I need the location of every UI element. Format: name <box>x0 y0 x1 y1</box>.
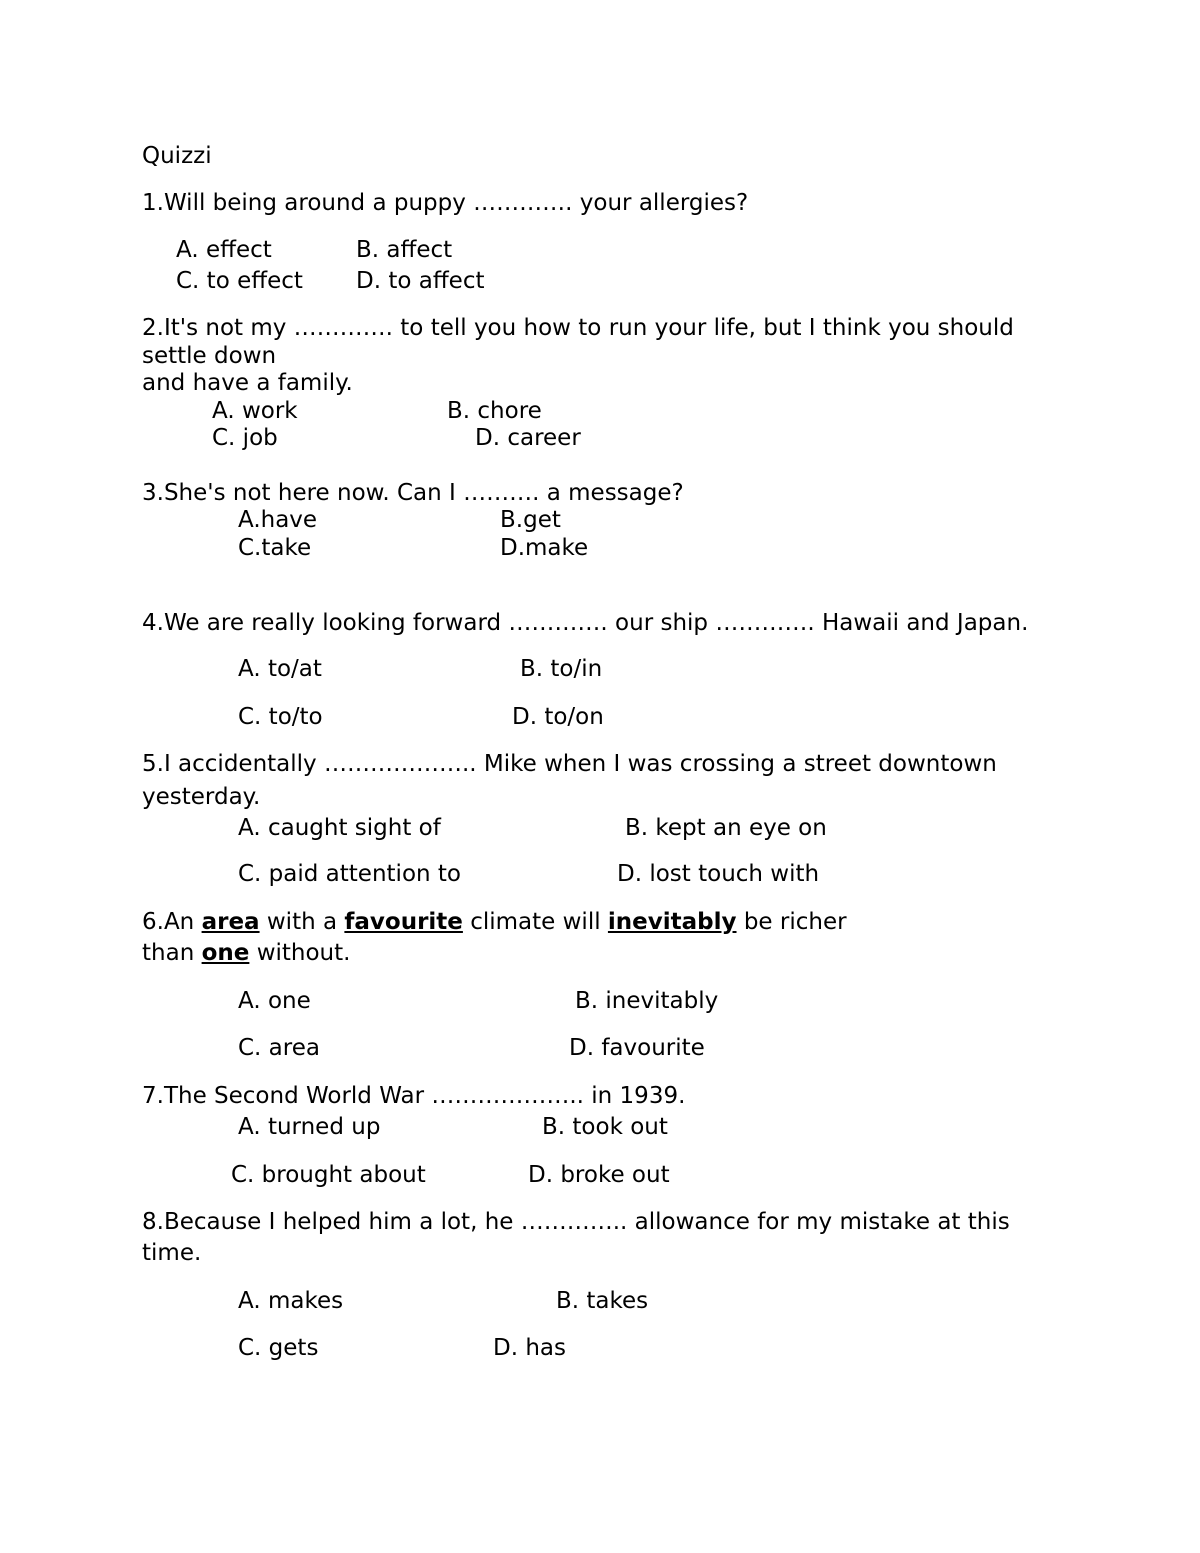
question-8-stem-line-2: time. <box>142 1240 202 1266</box>
question-6-text: with a <box>266 909 338 935</box>
question-6-text: climate will <box>470 909 601 935</box>
question-1-option-d: D. to affect <box>356 268 485 294</box>
question-6-stem-line-1 <box>142 911 847 934</box>
question-6-text: 6.An <box>142 909 195 935</box>
question-8-option-b: B. takes <box>556 1288 649 1314</box>
question-6-option-a: A. one <box>238 988 311 1014</box>
question-2-stem-line-3: and have a family. <box>142 370 353 396</box>
document-title: Quizzi <box>142 143 212 169</box>
question-1-stem: 1.Will being around a puppy …………. your allergies? <box>142 190 749 216</box>
question-2-stem-line-2: settle down <box>142 343 277 369</box>
question-6-option-d: D. favourite <box>569 1035 705 1061</box>
question-2-option-b: B. chore <box>447 398 542 424</box>
question-7-option-a: A. turned up <box>238 1114 381 1140</box>
question-2-option-a: A. work <box>212 398 298 424</box>
question-4-option-d: D. to/on <box>512 704 604 730</box>
question-7-option-c: C. brought about <box>231 1162 426 1188</box>
question-3-option-a: A.have <box>238 507 318 533</box>
question-2-option-d: D. career <box>475 425 581 451</box>
question-6-text: than <box>142 940 195 966</box>
question-8-stem-line-1: 8.Because I helped him a lot, he ………….. allowance for my mistake at this <box>142 1209 1010 1235</box>
question-6-text: be richer <box>743 909 847 935</box>
question-6-option-b: B. inevitably <box>575 988 719 1014</box>
question-6-stem-line-2 <box>142 942 350 965</box>
question-6-text: without. <box>256 940 351 966</box>
question-7-stem: 7.The Second World War ……………….. in 1939. <box>142 1083 686 1109</box>
question-6-option-c: C. area <box>238 1035 320 1061</box>
question-5-option-d: D. lost touch with <box>617 861 820 887</box>
question-6-underlined-favourite: favourite <box>344 909 463 935</box>
question-5-option-a: A. caught sight of <box>238 815 441 841</box>
question-6-underlined-one: one <box>201 940 250 966</box>
question-4-option-c: C. to/to <box>238 704 323 730</box>
question-5-stem-line-2: yesterday. <box>142 784 261 810</box>
question-1-option-a: A. effect <box>176 237 272 263</box>
question-3-option-d: D.make <box>500 535 589 561</box>
question-3-stem: 3.She's not here now. Can I ………. a message? <box>142 480 684 506</box>
question-1-option-b: B. affect <box>356 237 453 263</box>
question-4-option-b: B. to/in <box>520 656 603 682</box>
question-4-option-a: A. to/at <box>238 656 322 682</box>
question-1-option-c: C. to effect <box>176 268 303 294</box>
question-8-option-a: A. makes <box>238 1288 344 1314</box>
question-5-stem-line-1: 5.I accidentally ……………….. Mike when I was crossing a street downtown <box>142 751 997 777</box>
question-2-stem-line-1: 2.It's not my …………. to tell you how to run your life, but I think you should <box>142 315 1014 341</box>
question-3-option-b: B.get <box>500 507 561 533</box>
question-8-option-c: C. gets <box>238 1335 319 1361</box>
question-5-option-b: B. kept an eye on <box>625 815 827 841</box>
question-7-option-b: B. took out <box>542 1114 668 1140</box>
question-5-option-c: C. paid attention to <box>238 861 461 887</box>
question-4-stem: 4.We are really looking forward …………. our ship …………. Hawaii and Japan. <box>142 610 1029 636</box>
question-8-option-d: D. has <box>493 1335 566 1361</box>
question-3-option-c: C.take <box>238 535 312 561</box>
question-7-option-d: D. broke out <box>528 1162 670 1188</box>
question-2-option-c: C. job <box>212 425 278 451</box>
question-6-underlined-area: area <box>201 909 260 935</box>
question-6-underlined-inevitably: inevitably <box>607 909 737 935</box>
